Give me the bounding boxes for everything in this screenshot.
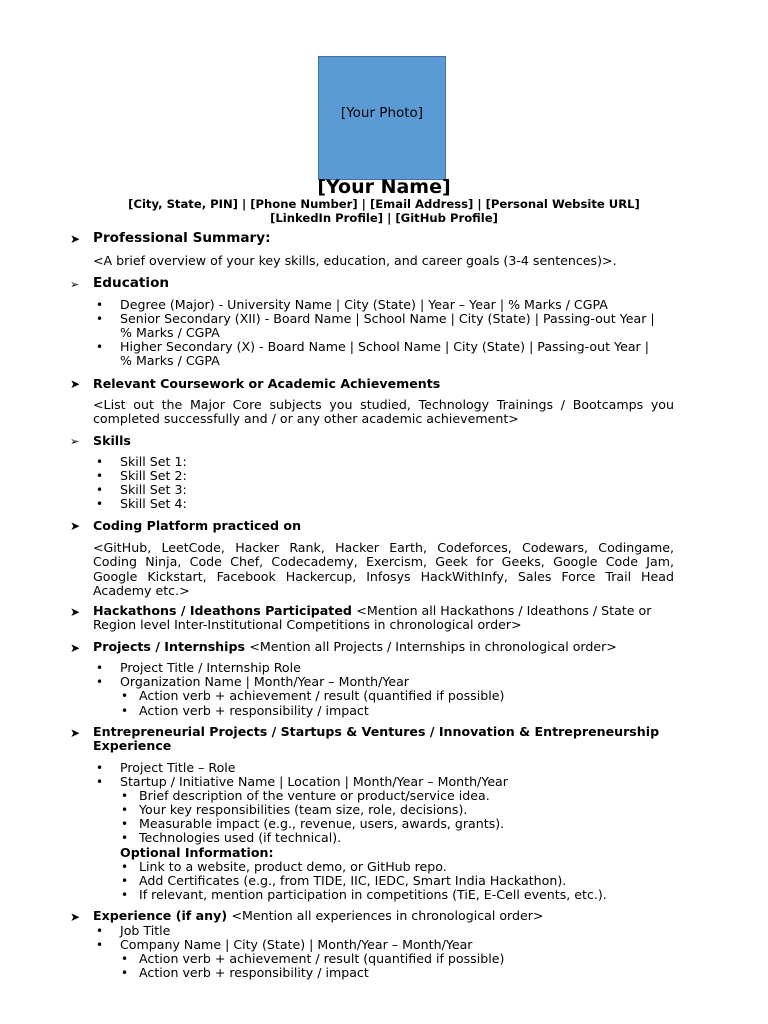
bullet-icon: • — [96, 661, 104, 675]
optional-item: Add Certificates (e.g., from TIDE, IIC, IEDC, Smart India Hackathon). — [139, 873, 567, 888]
experience-item: Company Name | City (State) | Month/Year – Month/Year — [120, 937, 473, 952]
education-item-line: % Marks / CGPA — [120, 325, 220, 341]
contact-line-2: [LinkedIn Profile] | [GitHub Profile] — [270, 211, 498, 225]
bullet-icon: • — [121, 888, 129, 902]
venture-subitem: Measurable impact (e.g., revenue, users, awards, grants). — [139, 816, 505, 831]
venture-subitem: Technologies used (if technical). — [139, 830, 342, 845]
section-heading-skills: Skills — [93, 433, 131, 448]
bullet-icon: • — [96, 775, 104, 789]
bullet-icon: • — [121, 952, 129, 966]
coursework-line: <List out the Major Core subjects you studied, Technology Trainings / Bootcamps you — [93, 397, 674, 412]
project-item: Organization Name | Month/Year – Month/Year — [120, 674, 409, 689]
skill-item: Skill Set 1: — [120, 454, 187, 469]
summary-text: <A brief overview of your key skills, education, and career goals (3-4 sentences)>. — [93, 253, 617, 268]
education-item: Degree (Major) - University Name | City (State) | Year – Year | % Marks / CGPA — [120, 297, 608, 312]
hackathons-note: <Mention all Hackathons / Ideathons / State or — [356, 603, 652, 618]
contact-line-1: [City, State, PIN] | [Phone Number] | [Email Address] | [Personal Website URL] — [128, 197, 640, 211]
bullet-icon: • — [96, 675, 104, 689]
skill-item: Skill Set 3: — [120, 482, 187, 497]
bullet-icon: • — [121, 966, 129, 980]
bullet-arrowhead-icon: ➢ — [70, 435, 80, 448]
hackathons-note: Region level Inter-Institutional Competitions in chronological order> — [93, 617, 522, 633]
project-subitem: Action verb + achievement / result (quantified if possible) — [139, 688, 505, 703]
entrepreneurial-heading-line: Entrepreneurial Projects / Startups & Ventures / Innovation & Entrepreneurship — [93, 724, 660, 739]
experience-note: <Mention all experiences in chronological order> — [231, 908, 544, 923]
section-heading-coursework: Relevant Coursework or Academic Achievements — [93, 376, 441, 391]
skill-item: Skill Set 4: — [120, 496, 187, 511]
project-item: Project Title / Internship Role — [120, 660, 301, 675]
optional-item: If relevant, mention participation in competitions (TiE, E-Cell events, etc.). — [139, 887, 607, 902]
bullet-icon: • — [121, 874, 129, 888]
bullet-arrow-icon: ➤ — [70, 726, 81, 740]
education-item-line: Higher Secondary (X) - Board Name | School Name | City (State) | Passing-out Year | — [120, 339, 649, 354]
section-experience — [93, 909, 674, 923]
coursework-line: completed successfully and / or any other academic achievement> — [93, 411, 519, 427]
bullet-icon: • — [121, 789, 129, 803]
coding-text — [93, 541, 674, 598]
bullet-icon: • — [121, 689, 129, 703]
education-item — [120, 340, 676, 369]
venture-item: Startup / Initiative Name | Location | Month/Year – Month/Year — [120, 774, 508, 789]
experience-item: Job Title — [120, 923, 171, 938]
bullet-icon: • — [96, 924, 104, 938]
education-item-line: Senior Secondary (XII) - Board Name | School Name | City (State) | Passing-out Year | — [120, 311, 655, 326]
section-hackathons — [93, 604, 674, 633]
bullet-icon: • — [96, 469, 104, 483]
optional-item: Link to a website, product demo, or GitHub repo. — [139, 859, 447, 874]
project-subitem: Action verb + responsibility / impact — [139, 703, 369, 718]
bullet-arrow-icon: ➤ — [70, 519, 81, 533]
section-heading-entrepreneurial — [93, 725, 674, 754]
entrepreneurial-heading-line: Experience — [93, 738, 172, 754]
photo-label: [Your Photo] — [340, 105, 424, 121]
venture-subitem: Your key responsibilities (team size, role, decisions). — [139, 802, 468, 817]
bullet-arrowhead-icon: ➢ — [70, 278, 80, 291]
coding-line: Academy etc.> — [93, 582, 190, 598]
bullet-icon: • — [96, 938, 104, 952]
experience-subitem: Action verb + responsibility / impact — [139, 965, 369, 980]
coding-line: Coding Ninja, Code Chef, Codecademy, Exercism, Geek for Geeks, Google Code Jam, — [93, 554, 674, 570]
bullet-icon: • — [96, 312, 104, 326]
bullet-icon: • — [121, 803, 129, 817]
coding-line: Google Kickstart, Facebook Hackercup, Infosys HackWithInfy, Sales Force Trail Head — [93, 568, 674, 584]
experience-subitem: Action verb + achievement / result (quantified if possible) — [139, 951, 505, 966]
education-item-line: % Marks / CGPA — [120, 353, 220, 369]
section-heading-summary: Professional Summary: — [93, 230, 271, 246]
bullet-icon: • — [96, 340, 104, 354]
bullet-arrow-icon: ➤ — [70, 232, 81, 246]
section-heading-hackathons: Hackathons / Ideathons Participated — [93, 603, 352, 618]
photo-placeholder — [318, 56, 446, 180]
venture-subitem: Brief description of the venture or product/service idea. — [139, 788, 490, 803]
bullet-icon: • — [96, 455, 104, 469]
bullet-icon: • — [96, 761, 104, 775]
candidate-name: [Your Name] — [317, 176, 451, 198]
projects-note: <Mention all Projects / Internships in chronological order> — [249, 639, 617, 654]
coursework-text — [93, 398, 674, 427]
bullet-arrow-icon: ➤ — [70, 605, 81, 619]
bullet-arrow-icon: ➤ — [70, 641, 81, 655]
section-heading-coding: Coding Platform practiced on — [93, 518, 302, 533]
bullet-icon: • — [121, 831, 129, 845]
bullet-icon: • — [121, 817, 129, 831]
education-item — [120, 312, 676, 341]
section-projects — [93, 640, 674, 654]
section-heading-experience: Experience (if any) — [93, 908, 228, 923]
bullet-icon: • — [96, 497, 104, 511]
bullet-icon: • — [96, 483, 104, 497]
skill-item: Skill Set 2: — [120, 468, 187, 483]
bullet-icon: • — [121, 860, 129, 874]
venture-item: Project Title – Role — [120, 760, 236, 775]
coding-line: <GitHub, LeetCode, Hacker Rank, Hacker Earth, Codeforces, Codewars, Codingame, — [93, 540, 674, 555]
section-heading-education: Education — [93, 275, 170, 291]
bullet-arrow-icon: ➤ — [70, 910, 81, 924]
bullet-icon: • — [96, 298, 104, 312]
bullet-icon: • — [121, 704, 129, 718]
optional-info-heading: Optional Information: — [120, 845, 274, 860]
section-heading-projects: Projects / Internships — [93, 639, 245, 654]
bullet-arrow-icon: ➤ — [70, 377, 81, 391]
